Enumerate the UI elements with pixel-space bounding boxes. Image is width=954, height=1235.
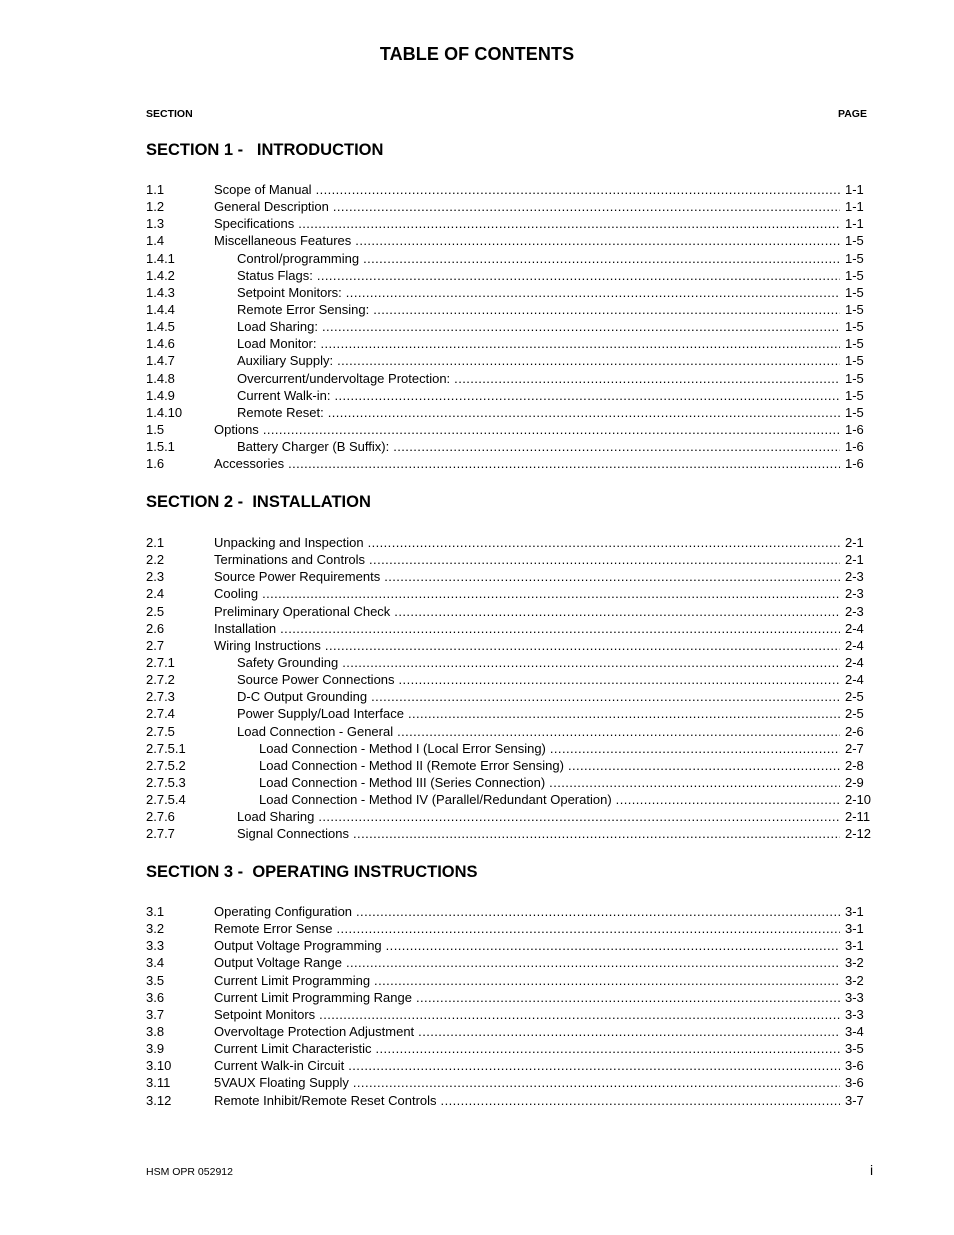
toc-entry-number: 1.4.8 [146, 370, 175, 386]
toc-entry-number: 1.5 [146, 421, 165, 437]
toc-entry-number: 1.4.3 [146, 284, 175, 300]
toc-entry-title [214, 1006, 840, 1023]
toc-entry-title-text: Load Sharing: [237, 319, 318, 335]
toc-entry [146, 654, 873, 671]
toc-entry [146, 352, 873, 369]
toc-entry-title-text: Current Limit Characteristic [214, 1041, 372, 1057]
toc-entry-title-text: Auxiliary Supply: [237, 353, 334, 369]
toc-entry-title [214, 620, 840, 637]
toc-entry-title-text: Current Walk-in: [237, 387, 331, 403]
toc-entry-page: 1-6 [845, 456, 864, 472]
toc-entry-number: 2.7.5 [146, 723, 175, 739]
toc-entry-number: 2.1 [146, 535, 165, 550]
toc-entry-title [259, 757, 840, 774]
toc-entry-page: 2-3 [845, 603, 864, 619]
toc-entry [146, 740, 873, 757]
toc-entry-title-text: Installation [214, 620, 277, 636]
toc-entry-title [237, 404, 840, 421]
toc-entry [146, 705, 873, 722]
toc-entry [146, 989, 873, 1006]
toc-entry-page: 1-5 [845, 267, 864, 283]
toc-entry-title [237, 825, 840, 842]
toc-entry-title [237, 808, 840, 825]
toc-entry-page: 1-5 [845, 370, 864, 386]
toc-entry-title [237, 267, 840, 284]
toc-entry-number: 2.7.5.4 [146, 792, 186, 808]
toc-entry-page: 1-5 [845, 284, 864, 300]
toc-entry-number: 1.4.9 [146, 387, 175, 403]
toc-entry [146, 421, 873, 438]
toc-entry-title-text: Load Connection - Method IV (Parallel/Redundant Operation) [259, 792, 612, 808]
toc-entry [146, 757, 873, 774]
toc-entry [146, 954, 873, 971]
toc-entry [146, 534, 873, 551]
toc-entry-page: 1-5 [845, 233, 864, 249]
toc-entry [146, 455, 873, 472]
toc-entry-title-text: Options [214, 421, 259, 437]
toc-entry [146, 637, 873, 654]
toc-entry-number: 1.2 [146, 199, 165, 215]
toc-entry-title [214, 1057, 840, 1074]
toc-entry-title-text: Remote Error Sensing: [237, 301, 370, 317]
section-1-entries [146, 181, 873, 472]
toc-entry-title-text: Load Sharing [237, 809, 315, 825]
toc-entry-number: 2.7.7 [146, 826, 175, 842]
toc-entry-title [214, 972, 840, 989]
toc-entry-title-text: Cooling [214, 586, 259, 602]
toc-entry-page: 3-1 [845, 938, 864, 954]
section-3-entries [146, 903, 873, 1109]
toc-entry-page: 3-3 [845, 989, 864, 1005]
toc-entry-number: 2.7.2 [146, 672, 175, 688]
toc-entry [146, 903, 873, 920]
toc-entry-number: 1.4.6 [146, 336, 175, 352]
toc-entry-title [214, 903, 840, 920]
toc-entry-title [237, 335, 840, 352]
toc-entry-title-text: Preliminary Operational Check [214, 603, 391, 619]
toc-entry-number: 3.7 [146, 1006, 165, 1022]
footer-page-number: i [870, 1162, 874, 1178]
toc-entry [146, 972, 873, 989]
toc-entry-title [259, 740, 840, 757]
toc-entry-page: 1-5 [845, 250, 864, 266]
toc-entry-page: 1-5 [845, 387, 864, 403]
toc-entry-title-text: Operating Configuration [214, 904, 353, 919]
toc-entry-page: 2-3 [845, 586, 864, 602]
toc-entry-title [237, 370, 840, 387]
toc-entry [146, 301, 873, 318]
toc-entry-page: 1-6 [845, 439, 864, 455]
toc-entry-title [214, 937, 840, 954]
toc-entry-page: 2-5 [845, 706, 864, 722]
toc-entry [146, 568, 873, 585]
toc-entry-page: 2-8 [845, 757, 864, 773]
toc-entry [146, 825, 873, 842]
toc-entry-title [259, 791, 840, 808]
toc-entry-title-text: Setpoint Monitors: [237, 284, 342, 300]
toc-entry-title-text: Control/programming [237, 250, 360, 266]
toc-entry-title [237, 352, 840, 369]
toc-entry-title-text: Status Flags: [237, 267, 313, 283]
toc-entry-page: 2-6 [845, 723, 864, 739]
toc-entry-title-text: Miscellaneous Features [214, 233, 352, 249]
toc-entry-title-text: Current Limit Programming Range [214, 989, 412, 1005]
toc-entry-number: 2.7.3 [146, 689, 175, 705]
toc-entry [146, 318, 873, 335]
toc-entry-number: 1.4.2 [146, 267, 175, 283]
toc-entry [146, 335, 873, 352]
toc-entry-page: 1-1 [845, 199, 864, 215]
toc-entry-page: 2-12 [845, 826, 872, 842]
toc-entry-number: 3.11 [146, 1075, 171, 1091]
toc-entry-page: 3-6 [845, 1075, 864, 1091]
toc-entry-number: 2.2 [146, 552, 165, 568]
toc-entry-title [214, 1040, 840, 1057]
toc-entry-title-text: Source Power Requirements [214, 569, 381, 585]
toc-entry-number: 3.8 [146, 1023, 165, 1039]
toc-entry [146, 215, 873, 232]
toc-entry-title-text: Specifications [214, 216, 295, 232]
toc-entry-title [237, 284, 840, 301]
toc-entry-title [214, 551, 840, 568]
toc-entry-title-text: Battery Charger (B Suffix): [237, 439, 390, 455]
toc-entry-number: 3.9 [146, 1041, 165, 1057]
toc-entry-page: 3-2 [845, 955, 864, 971]
toc-entry [146, 723, 873, 740]
toc-entry-page: 3-1 [845, 921, 864, 937]
toc-entry [146, 1023, 873, 1040]
toc-entry-page: 2-7 [845, 740, 864, 756]
toc-entry-title [214, 989, 840, 1006]
toc-entry-page: 2-4 [845, 620, 864, 636]
toc-entry-title [214, 232, 840, 249]
toc-entry-title-text: Remote Inhibit/Remote Reset Controls [214, 1092, 437, 1108]
toc-entry-number: 2.7.5.2 [146, 757, 186, 773]
toc-entry [146, 267, 873, 284]
toc-entry-page: 2-11 [845, 809, 871, 825]
toc-entry-page: 1-5 [845, 336, 864, 352]
toc-entry-number: 2.7 [146, 637, 165, 653]
toc-entry-title-text: Setpoint Monitors [214, 1006, 316, 1022]
toc-entry-page: 2-5 [845, 689, 864, 705]
toc-entry-title [214, 1074, 840, 1091]
toc-entry [146, 284, 873, 301]
toc-entry-title [214, 198, 840, 215]
toc-entry [146, 181, 873, 198]
toc-entry-title [237, 250, 840, 267]
toc-entry-title [214, 215, 840, 232]
toc-entry-number: 2.4 [146, 586, 165, 602]
toc-entry [146, 1092, 873, 1109]
toc-entry-number: 3.12 [146, 1092, 172, 1108]
toc-entry-title-text: Scope of Manual [214, 182, 312, 197]
toc-entry-title [237, 318, 840, 335]
toc-entry-title [214, 954, 840, 971]
toc-entry [146, 404, 873, 421]
toc-entry-title-text: Load Connection - General [237, 723, 394, 739]
toc-entry-number: 2.7.1 [146, 654, 175, 670]
toc-entry-title [237, 723, 840, 740]
toc-entry-number: 1.4.10 [146, 404, 183, 420]
toc-entry-title-text: Load Connection - Method III (Series Connection) [259, 774, 546, 790]
toc-entry-page: 1-1 [845, 216, 864, 232]
toc-entry-number: 2.7.6 [146, 809, 175, 825]
toc-entry-title-text: Load Monitor: [237, 336, 317, 352]
toc-entry-title [237, 387, 840, 404]
page-title: TABLE OF CONTENTS [379, 44, 575, 64]
toc-entry-number: 3.10 [146, 1058, 172, 1074]
toc-entry [146, 603, 873, 620]
toc-entry-title [214, 1092, 840, 1109]
toc-entry-page: 1-5 [845, 301, 864, 317]
toc-entry-page: 3-6 [845, 1058, 864, 1074]
toc-entry [146, 808, 873, 825]
toc-entry [146, 232, 873, 249]
toc-entry-page: 1-5 [845, 353, 864, 369]
toc-entry-title [237, 705, 840, 722]
toc-entry [146, 688, 873, 705]
section-2-title: SECTION 2 - INSTALLATION [146, 493, 371, 511]
toc-entry-title-text: Wiring Instructions [214, 637, 321, 653]
toc-entry-title [214, 421, 840, 438]
toc-entry-page: 1-5 [845, 404, 864, 420]
toc-entry-page: 2-4 [845, 654, 864, 670]
toc-entry-page: 3-7 [845, 1092, 864, 1108]
toc-entry-title-text: Overcurrent/undervoltage Protection: [237, 370, 451, 386]
section-3-title: SECTION 3 - OPERATING INSTRUCTIONS [146, 863, 478, 881]
toc-entry-number: 3.5 [146, 972, 165, 988]
toc-entry [146, 774, 873, 791]
toc-entry-page: 1-1 [845, 182, 864, 197]
toc-entry-title-text: Load Connection - Method II (Remote Error Sensing) [259, 757, 564, 773]
toc-entry-title-text: 5VAUX Floating Supply [214, 1075, 349, 1091]
toc-entry-page: 2-3 [845, 569, 864, 585]
footer-document-id: HSM OPR 052912 [146, 1166, 233, 1178]
toc-entry-title-text: Load Connection - Method I (Local Error Sensing) [259, 740, 546, 756]
toc-entry-title [259, 774, 840, 791]
toc-entry-title-text: General Description [214, 199, 329, 215]
toc-entry-title-text: D-C Output Grounding [237, 689, 368, 705]
toc-entry-page: 2-1 [845, 535, 864, 550]
toc-entry-number: 3.2 [146, 921, 165, 937]
toc-entry-number: 2.7.4 [146, 706, 175, 722]
toc-entry-page: 3-3 [845, 1006, 864, 1022]
toc-entry [146, 438, 873, 455]
toc-entry-title-text: Remote Error Sense [214, 921, 333, 937]
toc-entry-title-text: Power Supply/Load Interface [237, 706, 404, 722]
toc-entry-number: 1.6 [146, 456, 165, 472]
section-1-title: SECTION 1 - INTRODUCTION [146, 141, 384, 159]
toc-entry-page: 2-1 [845, 552, 864, 568]
toc-entry [146, 920, 873, 937]
page-column-heading: PAGE [838, 108, 867, 120]
toc-entry-title [237, 438, 840, 455]
toc-entry-page: 3-2 [845, 972, 864, 988]
toc-entry [146, 250, 873, 267]
toc-entry-number: 2.7.5.3 [146, 774, 186, 790]
toc-entry-title-text: Accessories [214, 456, 285, 472]
toc-entry-title [214, 455, 840, 472]
toc-entry-number: 2.5 [146, 603, 165, 619]
toc-entry-title-text: Current Limit Programming [214, 972, 371, 988]
toc-entry-title-text: Current Walk-in Circuit [214, 1058, 345, 1074]
toc-entry-number: 2.6 [146, 620, 165, 636]
toc-entry-page: 1-6 [845, 421, 864, 437]
toc-entry-title [237, 301, 840, 318]
toc-entry [146, 620, 873, 637]
toc-entry-title [214, 603, 840, 620]
toc-entry-page: 2-10 [845, 792, 872, 808]
section-2-entries [146, 534, 873, 843]
toc-entry-number: 2.3 [146, 569, 165, 585]
toc-entry-title-text: Signal Connections [237, 826, 350, 842]
toc-entry-title [214, 585, 840, 602]
toc-entry [146, 370, 873, 387]
toc-entry-title [237, 671, 840, 688]
toc-entry-number: 3.1 [146, 904, 165, 919]
toc-entry-number: 1.5.1 [146, 439, 175, 455]
toc-entry-number: 1.4.5 [146, 319, 175, 335]
toc-entry-title [214, 181, 840, 198]
toc-entry-title [237, 654, 840, 671]
toc-entry-page: 3-4 [845, 1023, 864, 1039]
toc-entry [146, 198, 873, 215]
toc-entry-title [214, 1023, 840, 1040]
toc-entry [146, 937, 873, 954]
toc-entry [146, 387, 873, 404]
toc-entry-number: 1.3 [146, 216, 165, 232]
toc-entry-title-text: Output Voltage Range [214, 955, 342, 971]
toc-entry-number: 2.7.5.1 [146, 740, 186, 756]
toc-entry-number: 1.4 [146, 233, 165, 249]
section-column-heading: SECTION [146, 108, 193, 120]
toc-entry [146, 791, 873, 808]
toc-entry-page: 1-5 [845, 319, 864, 335]
toc-entry-page: 2-4 [845, 637, 864, 653]
toc-entry [146, 1074, 873, 1091]
toc-entry-number: 3.4 [146, 955, 165, 971]
toc-entry-page: 2-9 [845, 774, 864, 790]
toc-entry-title-text: Remote Reset: [237, 404, 324, 420]
toc-entry-page: 3-1 [845, 904, 864, 919]
toc-entry-number: 3.3 [146, 938, 165, 954]
toc-entry [146, 551, 873, 568]
toc-entry-number: 1.1 [146, 182, 165, 197]
toc-entry-title [237, 688, 840, 705]
toc-entry-title-text: Overvoltage Protection Adjustment [214, 1023, 415, 1039]
toc-entry [146, 671, 873, 688]
toc-entry-number: 1.4.7 [146, 353, 175, 369]
toc-entry-title [214, 534, 840, 551]
toc-entry-title [214, 920, 840, 937]
toc-entry-title-text: Source Power Connections [237, 672, 395, 688]
toc-entry [146, 1040, 873, 1057]
toc-entry [146, 1057, 873, 1074]
toc-entry-title [214, 637, 840, 654]
toc-entry-page: 2-4 [845, 672, 864, 688]
toc-entry-number: 3.6 [146, 989, 165, 1005]
toc-entry-title-text: Terminations and Controls [214, 552, 366, 568]
toc-entry-title-text: Output Voltage Programming [214, 938, 382, 954]
toc-entry [146, 1006, 873, 1023]
toc-entry-title [214, 568, 840, 585]
toc-entry-title-text: Safety Grounding [237, 654, 339, 670]
toc-entry-page: 3-5 [845, 1041, 864, 1057]
toc-entry-title-text: Unpacking and Inspection [214, 535, 364, 550]
toc-entry [146, 585, 873, 602]
toc-entry-number: 1.4.1 [146, 250, 175, 266]
toc-entry-number: 1.4.4 [146, 301, 175, 317]
